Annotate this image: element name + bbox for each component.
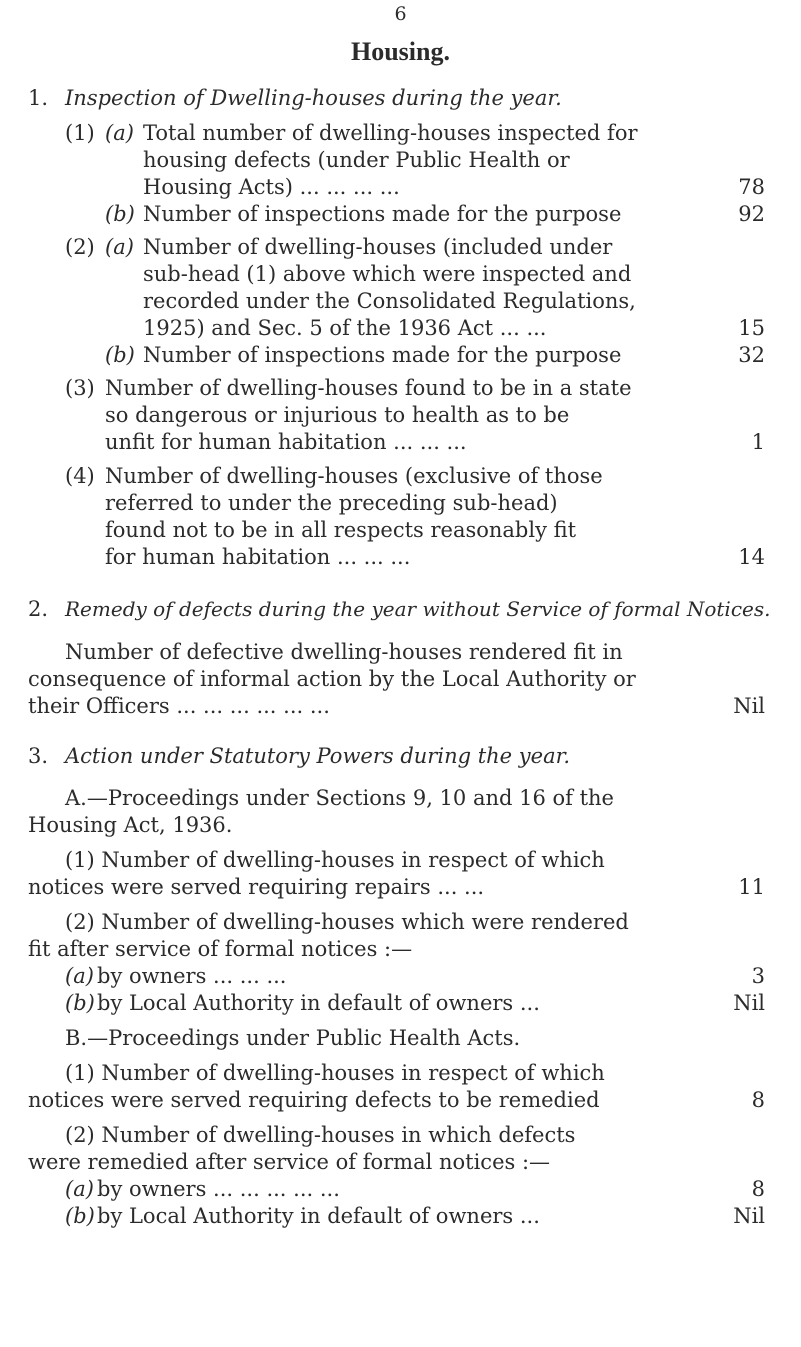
item-4-line: referred to under the preceding sub-head)	[105, 491, 558, 515]
item-2a-line: 1925) and Sec. 5 of the 1936 Act ... ...	[143, 316, 547, 340]
item-1a-line: Total number of dwelling-houses inspected for	[143, 121, 638, 145]
part-a-item-2-line: (2) Number of dwelling-houses which were rendered	[65, 910, 629, 934]
section-3-number: 3.	[28, 744, 49, 768]
part-b-item-1-line: notices were served requiring defects to be remedied	[28, 1088, 600, 1112]
part-a-sub-b: (b)	[65, 991, 95, 1015]
item-1b-value: 92	[738, 202, 765, 226]
item-2a-line: Number of dwelling-houses (included under	[143, 235, 613, 259]
item-1-number: (1)	[65, 121, 95, 145]
section-2-number: 2.	[28, 597, 49, 621]
part-a-sub-b-value: Nil	[733, 991, 765, 1015]
part-b-sub-b: (b)	[65, 1204, 95, 1228]
part-b-item-2-line: were remedied after service of formal notices :—	[28, 1150, 551, 1174]
part-b-sub-a-text: by owners ... ... ... ... ...	[97, 1177, 340, 1201]
item-4-line: found not to be in all respects reasonably fit	[105, 518, 577, 542]
part-b-sub-b-text: by Local Authority in default of owners ...	[97, 1204, 540, 1228]
item-1a-line: Housing Acts) ... ... ... ...	[143, 175, 400, 199]
page-title: Housing.	[351, 37, 450, 66]
section-1-heading: Inspection of Dwelling-houses during the year.	[65, 86, 562, 110]
item-4-value: 14	[738, 545, 765, 569]
part-b-sub-b-value: Nil	[733, 1204, 765, 1228]
part-a-item-1-line: notices were served requiring repairs ... ...	[28, 875, 485, 899]
part-b-sub-a-value: 8	[751, 1177, 765, 1201]
item-2b-text: Number of inspections made for the purpose	[143, 343, 622, 367]
part-b-item-1-value: 8	[751, 1088, 765, 1112]
section-2-line: consequence of informal action by the Local Authority or	[28, 667, 636, 691]
section-3-heading: Action under Statutory Powers during the year.	[65, 744, 570, 768]
item-1a-sub: (a)	[105, 121, 134, 145]
item-2a-sub: (a)	[105, 235, 134, 259]
item-4-number: (4)	[65, 464, 95, 488]
item-2a-line: recorded under the Consolidated Regulations,	[143, 289, 636, 313]
part-a-heading: A.—Proceedings under Sections 9, 10 and 16 of the	[65, 786, 614, 810]
section-1-number: 1.	[28, 86, 49, 110]
part-a-sub-b-text: by Local Authority in default of owners ...	[97, 991, 540, 1015]
section-2-line: Number of defective dwelling-houses rendered fit in	[65, 640, 623, 664]
part-b-heading: B.—Proceedings under Public Health Acts.	[65, 1026, 521, 1050]
part-a-heading: Housing Act, 1936.	[28, 813, 233, 837]
item-4-line: Number of dwelling-houses (exclusive of those	[105, 464, 603, 488]
item-4-line: for human habitation ... ... ...	[105, 545, 411, 569]
part-a-sub-a-text: by owners ... ... ...	[97, 964, 287, 988]
item-3-line: so dangerous or injurious to health as to be	[105, 403, 570, 427]
item-2-number: (2)	[65, 235, 95, 259]
item-2b-sub: (b)	[105, 343, 135, 367]
part-a-item-2-line: fit after service of formal notices :—	[28, 937, 413, 961]
item-3-line: Number of dwelling-houses found to be in a state	[105, 376, 632, 400]
item-3-line: unfit for human habitation ... ... ...	[105, 430, 467, 454]
item-3-number: (3)	[65, 376, 95, 400]
item-1b-text: Number of inspections made for the purpose	[143, 202, 622, 226]
part-b-item-2-line: (2) Number of dwelling-houses in which defects	[65, 1123, 576, 1147]
part-b-item-1-line: (1) Number of dwelling-houses in respect of which	[65, 1061, 605, 1085]
page-number: 6	[394, 3, 407, 25]
part-a-sub-a-value: 3	[751, 964, 765, 988]
item-2a-line: sub-head (1) above which were inspected and	[143, 262, 632, 286]
section-2-line: their Officers ... ... ... ... ... ...	[28, 694, 330, 718]
part-a-item-1-value: 11	[738, 875, 765, 899]
item-2a-value: 15	[738, 316, 765, 340]
part-a-item-1-line: (1) Number of dwelling-houses in respect of which	[65, 848, 605, 872]
item-3-value: 1	[751, 430, 765, 454]
item-2b-value: 32	[738, 343, 765, 367]
section-2-heading: Remedy of defects during the year without Service of formal Notices.	[65, 597, 771, 621]
part-a-sub-a: (a)	[65, 964, 94, 988]
item-1a-line: housing defects (under Public Health or	[143, 148, 570, 172]
item-1a-value: 78	[738, 175, 765, 199]
section-2-value: Nil	[733, 694, 765, 718]
part-b-sub-a: (a)	[65, 1177, 94, 1201]
item-1b-sub: (b)	[105, 202, 135, 226]
